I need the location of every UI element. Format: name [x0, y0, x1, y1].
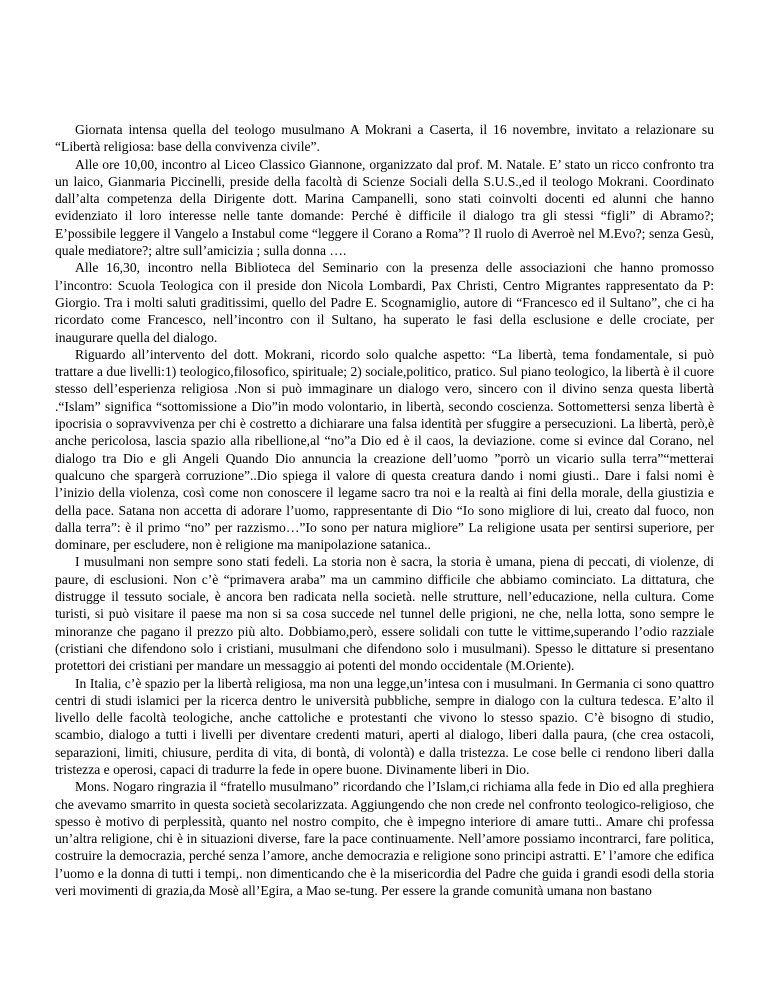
paragraph-muslim-history: I musulmani non sempre sono stati fedeli. La storia non è sacra, la storia è umana, piena di peccati, di violenze, di paure, di esclusioni. Non c’è “primavera araba” ma un cammino difficile che abbiamo cominciato. La dittatura, che distrugge il tessuto sociale, è ancora ben radicata nella società. nelle strutture, nell’educazione, nella cultura. Come turisti, si può visitare il paese ma non si sa cosa succede nel tunnel delle prigioni, ne che, nella lotta, sono sempre le minoranze che pagano il prezzo più alto. Dobbiamo,però, essere solidali con tutte le vittime,superando l’odio razziale (cristiani che difendono solo i cristiani, musulmani che difendono solo i musulmani). Spesso le dittature si presentano protettori dei cristiani per mandare un messaggio ai potenti del mondo occidentale (M.Oriente).: [55, 554, 714, 674]
article-body: [55, 121, 714, 899]
paragraph-intro: Giornata intensa quella del teologo musulmano A Mokrani a Caserta, il 16 novembre, invitato a relazionare su “Libertà religiosa: base della convivenza civile”.: [55, 122, 714, 155]
paragraph-morning-meeting: Alle ore 10,00, incontro al Liceo Classico Giannone, organizzato dal prof. M. Natale. E’ stato un ricco confronto tra un laico, Gianmaria Piccinelli, preside della facoltà di Scienze Sociali della S.U.S.,ed il teologo Mokrani. Coordinato dall’alta competenza della Dirigente dott. Marina Campanelli, sono stati coinvolti docenti ed alunni che hanno evidenziato il loro interesse nelle tante domande: Perché è difficile il dialogo tra gli stessi “figli” di Abramo?; E’possibile leggere il Vangelo a Instabul come “leggere il Corano a Roma”? Il ruolo di Averroè nel M.Evo?; senza Gesù, quale mediatore?; altre sull’amicizia ; sulla donna ….: [55, 156, 714, 259]
paragraph-mokrani-speech: Riguardo all’intervento del dott. Mokrani, ricordo solo qualche aspetto: “La libertà, tema fondamentale, si può trattare a due livelli:1) teologico,filosofico, spirituale; 2) sociale,politico, pratico. Sul piano teologico, la libertà è il cuore stesso dell’esperienza religiosa .Non si può immaginare un dialogo vero, sincero con il divino senza questa libertà .“Islam” significa “sottomissione a Dio”in modo volontario, in libertà, secondo coscienza. Sottomettersi senza libertà è ipocrisia o sopravvivenza per chi è costretto a dichiarare una falsa identità per sfuggire a persecuzioni. La libertà, però,è anche pericolosa, lascia spazio alla ribellione,al “no”a Dio ed è il caos, la deviazione. come si evince dal Corano, nel dialogo tra Dio e gli Angeli Quando Dio annuncia la creazione dell’uomo ”porrò un vicario sulla terra”“metterai qualcuno che spargerà corruzione”..Dio spiega il valore di questa creatura dando i nomi giusti.. Dare i falsi nomi è l’inizio della violenza, così come non conoscere il legame sacro tra noi e la realtà ai fini della morale, della giustizia e della pace. Satana non accetta di adorare l’uomo, rappresentante di Dio “Io sono migliore di lui, creato dal fuoco, non dalla terra”: è il primo “no” per razzismo…”Io sono per natura migliore” La religione usata per sentirsi superiore, per dominare, per escludere, non è religione ma manipolazione satanica..: [55, 346, 714, 553]
paragraph-italy-germany: In Italia, c’è spazio per la libertà religiosa, ma non una legge,un’intesa con i musulmani. In Germania ci sono quattro centri di studi islamici per la ricerca dentro le università pubbliche, sempre in dialogo con la cultura tedesca. E’alto il livello delle facoltà teologiche, anche cattoliche e protestanti che vivono lo stesso spazio. C’è bisogno di studio, scambio, dialogo a tutti i livelli per diventare credenti maturi, aperti al dialogo, liberi dalla paura, (che crea ostacoli, separazioni, limiti, chiusure, perdita di vita, di bontà, di volontà) e dalla tristezza. Le cose belle ci rendono liberi dalla tristezza e operosi, capaci di tradurre la fede in opere buone. Divinamente liberi in Dio.: [55, 675, 714, 777]
paragraph-nogaro: Mons. Nogaro ringrazia il “fratello musulmano” ricordando che l’Islam,ci richiama alla fede in Dio ed alla preghiera che avevamo smarrito in questa società secolarizzata. Aggiungendo che non crede nel confronto teologico-religioso, che spesso è motivo di perplessità, quanto nel nostro compito, che è impegno interiore di amare tutti.. Amare chi professa un’altra religione, chi è in situazioni diverse, fare la pace continuamente. Nell’amore possiamo incontrarci, fare politica, costruire la democrazia, perché senza l’amore, anche democrazia e religione sono principi astratti. E’ l’amore che edifica l’uomo e la donna di tutti i tempi,. non dimenticando che è la misericordia del Padre che guida i grandi esodi della storia veri movimenti di grazia,da Mosè all’Egira, a Mao se-tung. Per essere la grande comunità umana non bastano: [55, 779, 714, 899]
paragraph-afternoon-meeting: Alle 16,30, incontro nella Biblioteca del Seminario con la presenza delle associazioni che hanno promosso l’incontro: Scuola Teologica con il preside don Nicola Lombardi, Pax Christi, Centro Migrantes rappresentato da P: Giorgio. Tra i molti saluti graditissimi, quello del Padre E. Scognamiglio, autore di “Francesco ed il Sultano”, che ci ha ricordato come Francesco, nell’incontro con il Sultano, ha superato le fasi della esclusione e delle crociate, per inaugurare quella del dialogo.: [55, 260, 714, 345]
